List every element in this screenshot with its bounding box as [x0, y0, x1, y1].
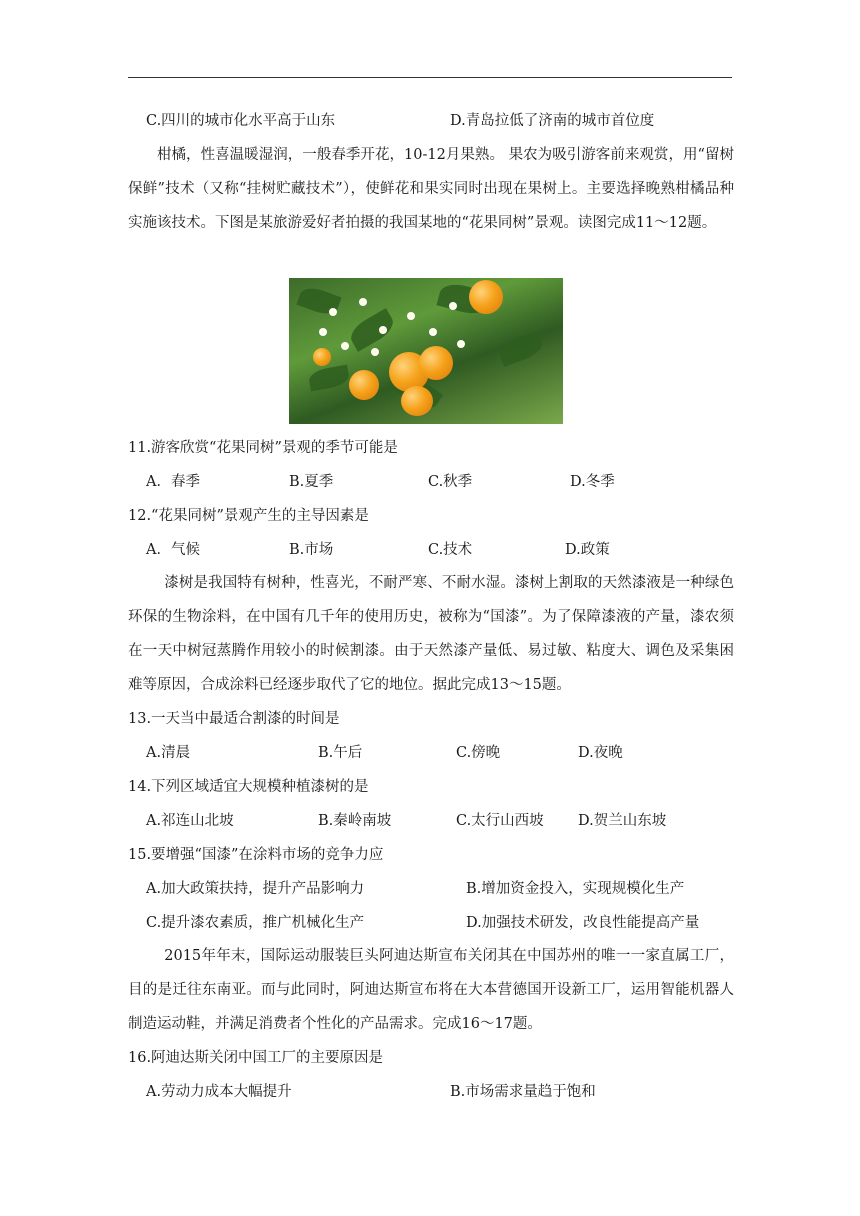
- passage-lacquer: 漆树是我国特有树种，性喜光，不耐严寒、不耐水湿。漆树上割取的天然漆液是一种绿色环保的生物涂料，在中国有几千年的使用历史，被称为“国漆”。为了保障漆液的产量，漆农须在一天中树冠蒸腾作用较小的时候割漆。由于天然漆产量低、易过敏、粘度大、调色及采集困难等原因，合成涂料已经逐步取代了它的地位。据此完成13～15题。: [128, 575, 734, 693]
- q11-option-a: A．春季: [146, 474, 200, 490]
- q12-stem: 12.“花果同树”景观产生的主导因素是: [128, 508, 369, 524]
- q15-option-b: B.增加资金投入，实现规模化生产: [466, 881, 685, 897]
- q13-option-d: D.夜晚: [578, 745, 623, 761]
- q15-stem: 15.要增强“国漆”在涂料市场的竞争力应: [128, 847, 384, 863]
- q11-option-c: C.秋季: [428, 474, 473, 490]
- q16-option-a: A.劳动力成本大幅提升: [146, 1084, 292, 1100]
- q12-option-c: C.技术: [428, 542, 473, 558]
- q14-option-c: C.太行山西坡: [456, 813, 544, 829]
- q10-option-d: D.青岛拉低了济南的城市首位度: [450, 113, 655, 129]
- q13-stem: 13.一天当中最适合割漆的时间是: [128, 711, 340, 727]
- q15-option-c: C.提升漆农素质，推广机械化生产: [146, 915, 365, 931]
- q12-option-d: D.政策: [565, 542, 610, 558]
- q10-option-c: C.四川的城市化水平高于山东: [146, 113, 336, 129]
- passage-adidas: 2015年年末，国际运动服装巨头阿迪达斯宣布关闭其在中国苏州的唯一一家直属工厂，目的是迁往东南亚。而与此同时，阿迪达斯宣布将在大本营德国开设新工厂，运用智能机器人制造运动鞋，并满足消费者个性化的产品需求。完成16～17题。: [128, 948, 734, 1032]
- q12-option-b: B.市场: [289, 542, 334, 558]
- q15-option-d: D.加强技术研发，改良性能提高产量: [466, 915, 700, 931]
- q14-option-b: B.秦岭南坡: [318, 813, 392, 829]
- q11-option-b: B.夏季: [289, 474, 334, 490]
- header-rule: [128, 77, 732, 78]
- passage-citrus: 柑橘，性喜温暖湿润，一般春季开花，10-12月果熟。 果农为吸引游客前来观赏，用“留树保鲜”技术（又称“挂树贮藏技术”），使鲜花和果实同时出现在果树上。主要选择晚熟柑橘品种实施该技术。下图是某旅游爱好者拍摄的我国某地的“花果同树”景观。读图完成11～12题。: [128, 147, 734, 231]
- orange-tree-photo: [289, 278, 563, 424]
- q13-option-b: B.午后: [318, 745, 363, 761]
- q14-stem: 14.下列区域适宜大规模种植漆树的是: [128, 779, 369, 795]
- q16-stem: 16.阿迪达斯关闭中国工厂的主要原因是: [128, 1050, 384, 1066]
- q14-option-d: D.贺兰山东坡: [578, 813, 667, 829]
- q13-option-a: A.清晨: [146, 745, 191, 761]
- q13-option-c: C.傍晚: [456, 745, 501, 761]
- q15-option-a: A.加大政策扶持，提升产品影响力: [146, 881, 365, 897]
- q11-stem: 11.游客欣赏“花果同树”景观的季节可能是: [128, 440, 398, 456]
- q16-option-b: B.市场需求量趋于饱和: [450, 1084, 596, 1100]
- q12-option-a: A．气候: [146, 542, 200, 558]
- q11-option-d: D.冬季: [570, 474, 615, 490]
- q14-option-a: A.祁连山北坡: [146, 813, 234, 829]
